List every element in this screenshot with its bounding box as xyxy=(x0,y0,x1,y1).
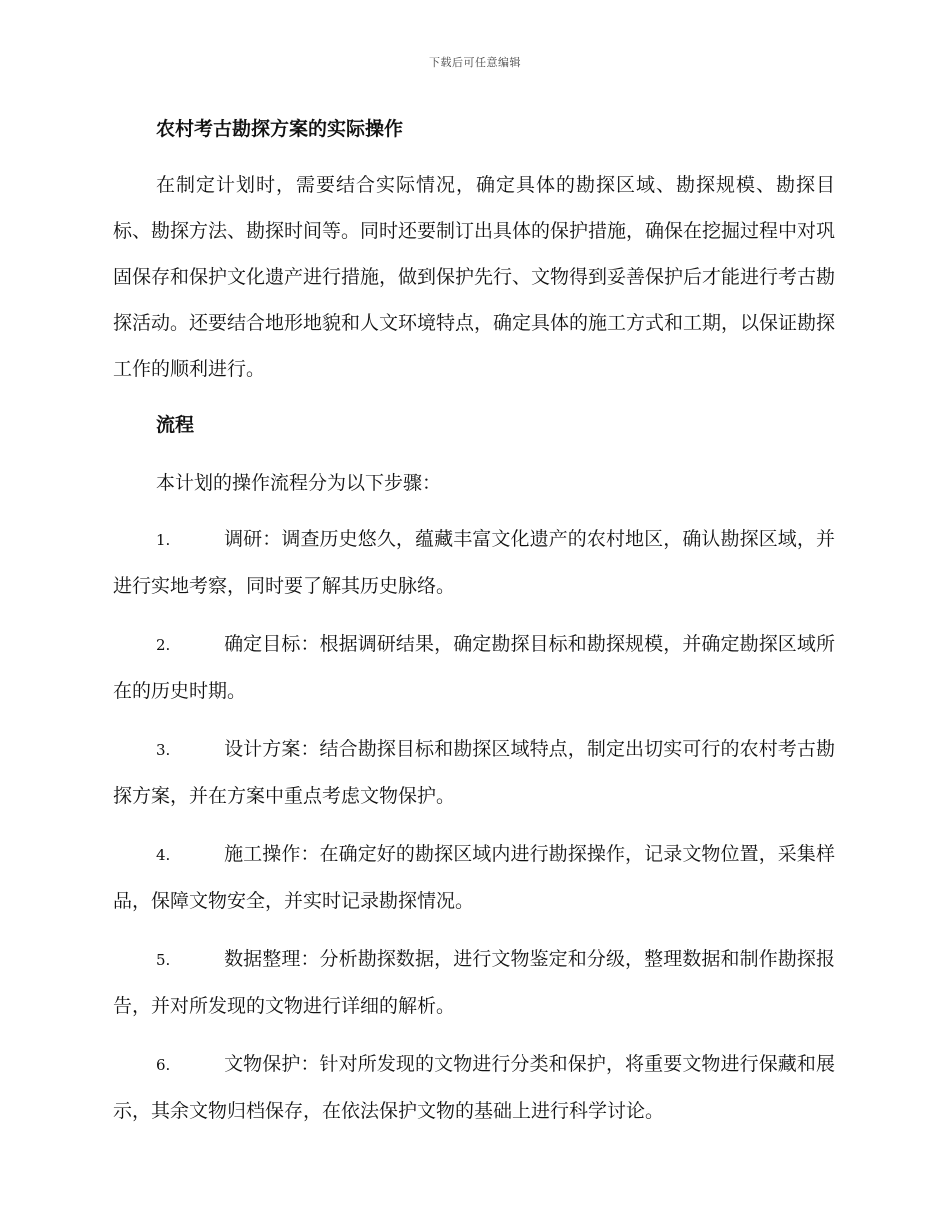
list-item xyxy=(113,1041,835,1134)
step-text: 设计方案：结合勘探目标和勘探区域特点，制定出切实可行的农村考古勘探方案，并在方案中重点考虑文物保护。 xyxy=(113,738,835,807)
document-body xyxy=(113,106,835,1146)
step-number: 6. xyxy=(156,1056,171,1074)
intro-paragraph: 在制定计划时，需要结合实际情况，确定具体的勘探区域、勘探规模、勘探目标、勘探方法、勘探时间等。同时还要制订出具体的保护措施，确保在挖掘过程中对巩固保存和保护文化遗产进行措施，做到保护先行、文物得到妥善保护后才能进行考古勘探活动。还要结合地形地貌和人文环境特点，确定具体的施工方式和工期，以保证勘探工作的顺利进行。 xyxy=(113,174,836,380)
step-number: 2. xyxy=(156,636,171,654)
step-text: 施工操作：在确定好的勘探区域内进行勘探操作，记录文物位置，采集样品，保障文物安全，并实时记录勘探情况。 xyxy=(113,843,835,912)
list-item xyxy=(113,936,835,1029)
step-number: 5. xyxy=(156,951,171,969)
header-note: 下载后可任意编辑 xyxy=(429,56,521,69)
document-title: 农村考古勘探方案的实际操作 xyxy=(156,118,404,140)
section-heading-flow: 流程 xyxy=(156,414,195,436)
step-list xyxy=(113,516,835,1134)
flow-intro-paragraph: 本计划的操作流程分为以下步骤： xyxy=(156,472,442,494)
list-item xyxy=(113,621,835,714)
step-text: 确定目标：根据调研结果，确定勘探目标和勘探规模，并确定勘探区域所在的历史时期。 xyxy=(113,633,835,702)
list-item xyxy=(113,516,835,609)
step-text: 文物保护：针对所发现的文物进行分类和保护，将重要文物进行保藏和展示，其余文物归档保存，在依法保护文物的基础上进行科学讨论。 xyxy=(113,1053,835,1122)
step-number: 1. xyxy=(156,531,171,549)
step-number: 3. xyxy=(156,741,171,759)
list-item xyxy=(113,726,835,819)
list-item xyxy=(113,831,835,924)
step-text: 调研：调查历史悠久，蕴藏丰富文化遗产的农村地区，确认勘探区域，并进行实地考察，同时要了解其历史脉络。 xyxy=(113,528,835,597)
step-number: 4. xyxy=(156,846,171,864)
step-text: 数据整理：分析勘探数据，进行文物鉴定和分级，整理数据和制作勘探报告，并对所发现的文物进行详细的解析。 xyxy=(113,948,835,1017)
